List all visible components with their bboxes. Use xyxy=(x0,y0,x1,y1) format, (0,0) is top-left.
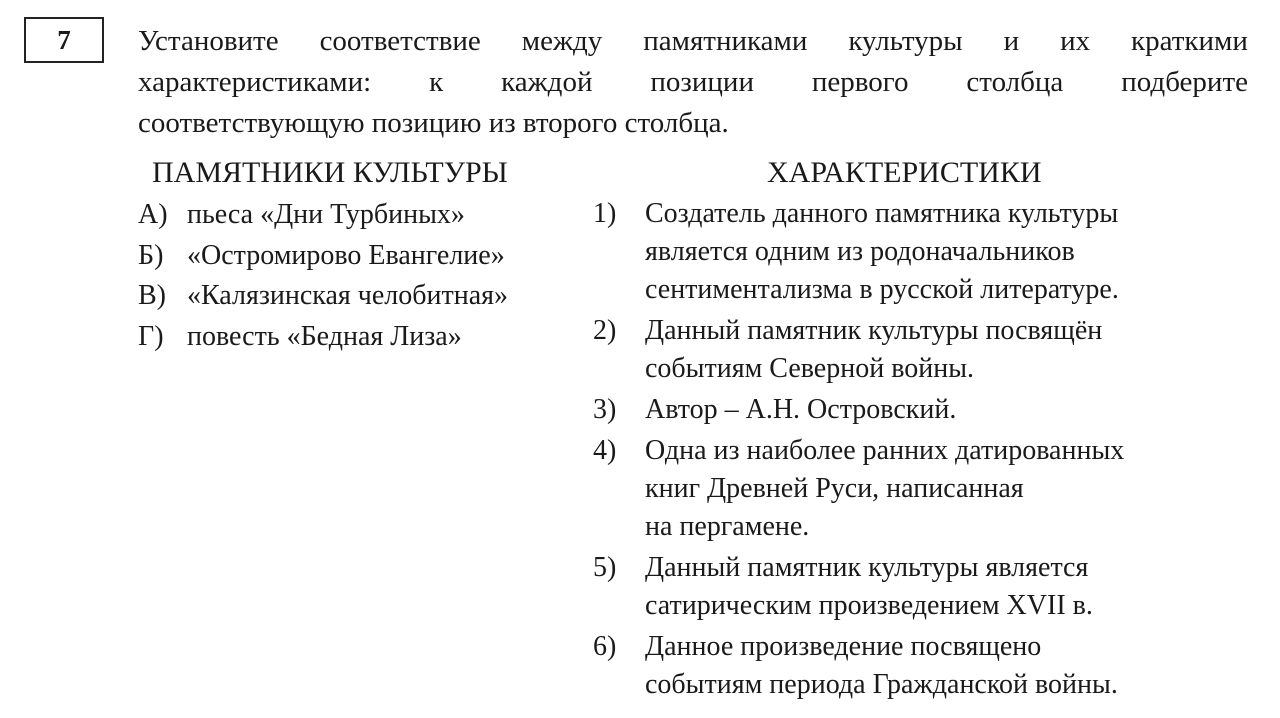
instruction-word: между xyxy=(521,25,603,57)
monument-letter: Г) xyxy=(138,320,164,352)
monument-item-g xyxy=(138,317,578,358)
monument-item-v xyxy=(138,276,578,317)
instruction-word: их xyxy=(1060,25,1091,57)
characteristic-line: Данный памятник культуры посвящён xyxy=(645,315,1103,346)
characteristic-line: книг Древней Руси, написанная xyxy=(645,473,1024,504)
instruction-word: Установите xyxy=(138,25,279,57)
characteristic-number: 1) xyxy=(593,198,617,229)
characteristic-line: сентиментализма в русской литературе. xyxy=(645,274,1119,305)
task-number-box xyxy=(24,17,104,63)
instruction-word: культуры xyxy=(848,25,963,57)
instruction-word: памятниками xyxy=(643,25,808,57)
monuments-list xyxy=(138,195,578,357)
instruction-line-2 xyxy=(138,62,1248,103)
characteristic-item-6 xyxy=(593,628,1253,704)
characteristic-number: 4) xyxy=(593,435,617,466)
characteristic-text xyxy=(645,432,1124,546)
characteristics-list xyxy=(593,195,1253,707)
monument-text: пьеса «Дни Турбиных» xyxy=(187,199,465,230)
monuments-column-header: ПАМЯТНИКИ КУЛЬТУРЫ xyxy=(152,156,508,189)
instruction-word: соответствие xyxy=(319,25,481,57)
task-number: 7 xyxy=(57,24,71,55)
characteristic-item-2 xyxy=(593,312,1253,388)
characteristic-line: Данное произведение посвящено xyxy=(645,631,1042,662)
characteristic-text xyxy=(645,549,1093,625)
characteristic-text xyxy=(645,195,1119,309)
monument-text: «Калязинская челобитная» xyxy=(187,280,509,311)
task-instructions xyxy=(138,21,1248,144)
characteristic-line: на пергамене. xyxy=(645,511,810,542)
monument-item-b xyxy=(138,236,578,277)
characteristic-text xyxy=(645,391,956,429)
instruction-word: позиции xyxy=(650,66,754,98)
characteristic-line: Данный памятник культуры является xyxy=(645,552,1089,583)
instruction-word: характеристиками: xyxy=(138,66,372,98)
characteristic-line: Автор – А.Н. Островский. xyxy=(645,394,957,425)
characteristic-number: 2) xyxy=(593,315,617,346)
instruction-word: и xyxy=(1003,25,1020,57)
monument-text: повесть «Бедная Лиза» xyxy=(187,320,462,352)
instruction-line-3: соответствующую позицию из второго столбца. xyxy=(138,107,729,139)
characteristics-column-header: ХАРАКТЕРИСТИКИ xyxy=(767,156,1042,189)
characteristic-line: событиям периода Гражданской войны. xyxy=(645,669,1118,700)
instruction-word: каждой xyxy=(501,66,593,98)
characteristic-number: 6) xyxy=(593,631,617,662)
characteristic-item-1 xyxy=(593,195,1253,309)
monument-letter: А) xyxy=(138,199,168,230)
monument-text: «Остромирово Евангелие» xyxy=(187,239,505,271)
characteristic-line: сатирическим произведением XVII в. xyxy=(645,590,1093,621)
characteristic-item-3 xyxy=(593,391,1253,429)
monument-letter: В) xyxy=(138,280,166,311)
characteristic-number: 3) xyxy=(593,394,617,425)
instruction-word: к xyxy=(429,66,444,98)
instruction-word: подберите xyxy=(1121,66,1248,98)
characteristic-text xyxy=(645,628,1118,704)
characteristic-line: Создатель данного памятника культуры xyxy=(645,198,1119,229)
instruction-word: столбца xyxy=(966,66,1064,98)
instruction-line-1 xyxy=(138,21,1248,62)
instruction-word: первого xyxy=(811,66,909,98)
characteristic-item-4 xyxy=(593,432,1253,546)
instruction-word: краткими xyxy=(1131,25,1248,57)
characteristic-line: событиям Северной войны. xyxy=(645,353,975,384)
characteristic-item-5 xyxy=(593,549,1253,625)
monument-letter: Б) xyxy=(138,239,164,271)
characteristic-number: 5) xyxy=(593,552,617,583)
characteristic-text xyxy=(645,312,1102,388)
monument-item-a xyxy=(138,195,578,236)
characteristic-line: является одним из родоначальников xyxy=(645,236,1075,267)
characteristic-line: Одна из наиболее ранних датированных xyxy=(645,435,1125,466)
